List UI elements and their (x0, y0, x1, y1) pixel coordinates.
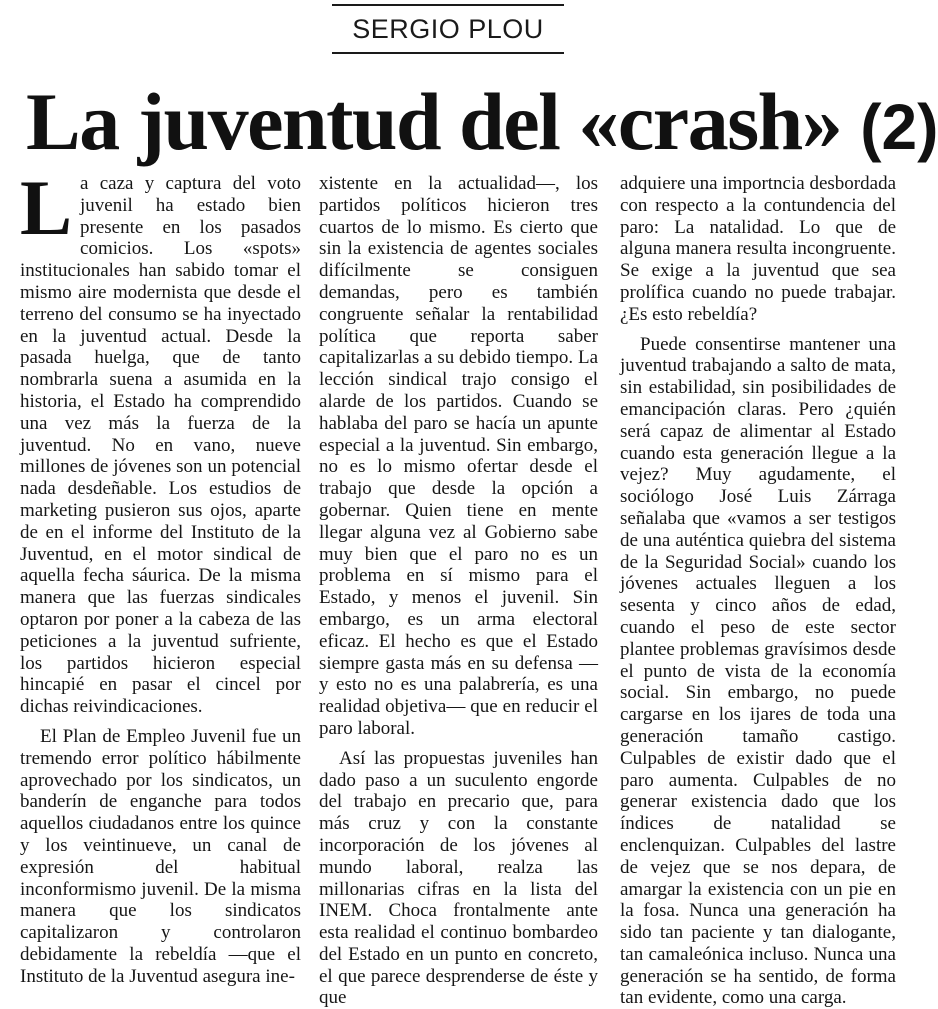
headline-text: La juventud del «crash» (26, 76, 842, 167)
byline-top-rule (332, 4, 564, 6)
byline-bottom-rule (332, 52, 564, 54)
article-column-3 (620, 173, 896, 1009)
column-2-paragraph-2: Así las propuestas juveniles han dado paso a un suculento engorde del trabajo en precario que, para más cruz y con la constante incorporación de los jóvenes al mundo laboral, realza las millonarias cifras en la lista del INEM. Choca frontalmente ante esta realidad el continuo bombardeo del Estado en un punto en concreto, el que parece desprenderse de éste y que (319, 747, 598, 1009)
column-1-paragraph-1-text: a caza y captura del voto juvenil ha estado bien presente en los pasados comicios. Los «spots» institucionales han sabido tomar el mismo aire modernista que desde el terreno del consumo se ha inyectado en la juventud actual. Desde la pasada huelga, que de tanto nombrarla suena a asumida en la historia, el Estado ha comprendido una vez más la fuerza de la juventud. No en vano, nueve millones de jóvenes son un potencial nada desdeñable. Los estudios de marketing pusieron sus ojos, aparte de en el informe del Instituto de la Juventud, en el motor sindical de aquella fecha sáurica. De la misma manera que las fuerzas sindicales optaron por poner a la cabeza de las peticiones a la juventud sufriente, los partidos hicieron especial hincapié en pasar el cincel por dichas reivindicaciones. (20, 173, 301, 718)
author-byline: SERGIO PLOU (352, 14, 544, 44)
column-3-paragraph-2: Puede consentirse mantener una juventud trabajando a salto de mata, sin estabilidad, sin posibilidades de emancipación claras. Pero ¿quién será capaz de alimentar al Estado cuando esta generación llegue a la vejez? Muy agudamente, el sociólogo José Luis Zárraga señalaba que «vamos a ser testigos de una auténtica quiebra del sistema de la Seguridad Social» cuando los jóvenes actuales lleguen a los sesenta y cinco años de edad, cuando el peso de este sector plantee problemas gravísimos desde el punto de vista de la economía social. Sin embargo, no puede cargarse en los ijares de toda una generación tamaño castigo. Culpables de existir dado que el paro aumenta. Culpables de no generar existencia dado que los índices de natalidad se enclenquizan. Culpables del lastre de vejez que se nos depara, de amargar la existencia con un pie en la fosa. Nunca una generación ha sido tan paciente y tan dialogante, tan camaleónica incluso. Nunca una generación se ha sentido, de forma tan evidente, como una carga. (620, 333, 896, 1009)
column-3-paragraph-1: adquiere una importncia desbordada con respecto a la contundencia del paro: La natalidad. Lo que de alguna manera resulta incongruente. Se exige a la juventud que sea prolífica cuando no puede trabajar. ¿Es esto rebeldía? (620, 173, 896, 325)
column-1-paragraph-2: El Plan de Empleo Juvenil fue un tremendo error político hábilmente aprovechado por los sindicatos, un banderín de enganche para todos aquellos ciudadanos entre los quince y los veintinueve, un canal de expresión del habitual inconformismo juvenil. De la misma manera que los sindicatos capitalizaron y controlaron debidamente la rebeldía —que el Instituto de la Juventud asegura ine- (20, 725, 301, 987)
byline-box (332, 4, 564, 56)
drop-cap: L (20, 164, 73, 251)
headline-part-number: (2) (860, 91, 938, 163)
article-headline (26, 74, 938, 175)
article-column-2 (319, 173, 598, 1009)
article-column-1 (20, 164, 301, 987)
column-2-paragraph-1: xistente en la actualidad—, los partidos políticos hicieron tres cuartos de lo mismo. Es cierto que sin la existencia de agentes sociales difícilmente se consiguen demandas, pero es también congruente señalar la rentabilidad política que reporta saber capitalizarlas a su debido tiempo. La lección sindical trajo consigo el alarde de los partidos. Cuando se hablaba del paro se hacía un apunte especial a la juventud. Sin embargo, no es lo mismo ofertar desde el trabajo que desde la opción a gobernar. Quien tiene en mente llegar alguna vez al Gobierno sabe muy bien que el paro no es un problema en sí mismo para el Estado, y menos el juvenil. Sin embargo, es un arma electoral eficaz. El hecho es que el Estado siempre gasta más en su defensa —y esto no es una palabrería, es una realidad objetiva— que en reducir el paro laboral. (319, 173, 598, 739)
column-1-paragraph-1 (20, 164, 301, 718)
